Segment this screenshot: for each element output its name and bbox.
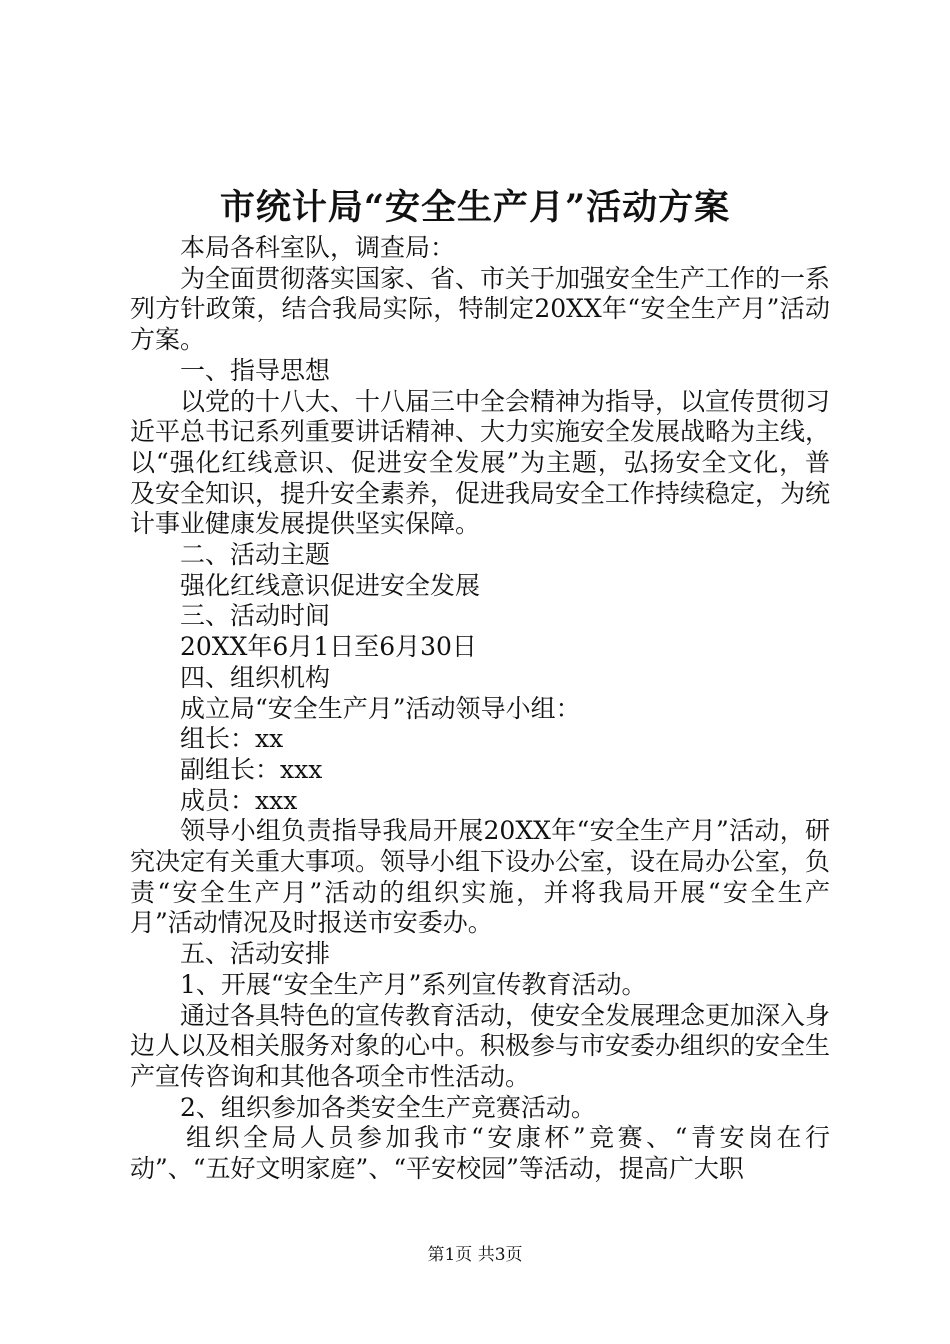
heading-guiding-ideology: 一、指导思想 <box>180 355 331 385</box>
paragraph-members: 成员：xxx <box>180 785 298 815</box>
paragraph-activity-theme: 强化红线意识促进安全发展 <box>180 570 481 600</box>
paragraph-salutation: 本局各科室队，调查局： <box>180 233 456 262</box>
paragraph-deputy-leader: 副组长：xxx <box>180 754 323 784</box>
heading-organization: 四、组织机构 <box>180 662 331 692</box>
paragraph-arrangement-item-1: 1、开展“安全生产月”系列宣传教育活动。 <box>180 969 647 999</box>
heading-activity-time: 三、活动时间 <box>180 601 331 631</box>
paragraph-arrangement-item-2: 2、组织参加各类安全生产竞赛活动。 <box>180 1092 596 1122</box>
paragraph-arrangement-item-1-detail: 通过各具特色的宣传教育活动，使安全发展理念更加深入身边人以及相关服务对象的心中。积极参与市安委办组织的安全生产宣传咨询和其他各项全市性活动。 <box>130 1000 831 1091</box>
heading-activity-arrangement: 五、活动安排 <box>180 939 331 969</box>
paragraph-group-duties: 领导小组负责指导我局开展20XX年“安全生产月”活动，研究决定有关重大事项。领导小组下设办公室，设在局办公室，负责“安全生产月”活动的组织实施，并将我局开展“安全生产月”活动情况及时报送市安委办。 <box>130 816 831 938</box>
page-footer: 第1页 共3页 <box>427 1245 523 1265</box>
paragraph-arrangement-item-2-detail: 组织全局人员参加我市“安康杯”竞赛、“青安岗在行动”、“五好文明家庭”、“平安校园”等活动，提高广大职 <box>130 1123 830 1184</box>
heading-activity-theme: 二、活动主题 <box>180 540 331 570</box>
paragraph-intro: 为全面贯彻落实国家、省、市关于加强安全生产工作的一系列方针政策，结合我局实际，特制定20XX年“安全生产月”活动方案。 <box>130 263 831 355</box>
paragraph-group-leader: 组长：xx <box>180 724 284 754</box>
paragraph-activity-time: 20XX年6月1日至6月30日 <box>180 632 477 662</box>
document-body <box>130 233 830 1185</box>
paragraph-organization: 成立局“安全生产月”活动领导小组： <box>180 693 581 723</box>
document-title: 市统计局“安全生产月”活动方案 <box>219 187 731 228</box>
paragraph-guiding-ideology: 以党的十八大、十八届三中全会精神为指导，以宣传贯彻习近平总书记系列重要讲话精神、大力实施安全发展战略为主线，以“强化红线意识、促进安全发展”为主题，弘扬安全文化，普及安全知识，提升安全素养，促进我局安全工作持续稳定，为统计事业健康发展提供坚实保障。 <box>130 386 831 539</box>
